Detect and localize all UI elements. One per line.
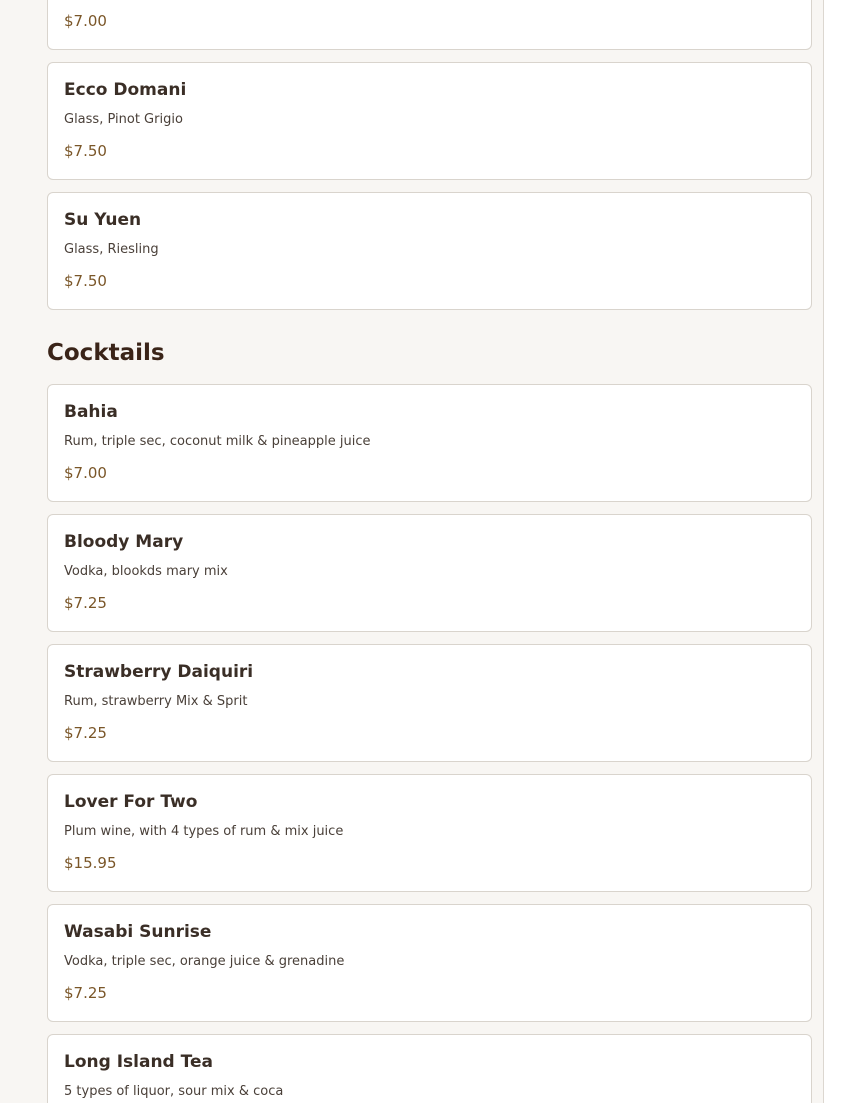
menu-item-price: $7.00 — [64, 464, 107, 482]
menu-item-price: $7.50 — [64, 142, 107, 160]
menu-item-name: Long Island Tea — [64, 1052, 213, 1072]
menu-item-card[interactable] — [47, 384, 812, 502]
menu-item-description: Glass, Pinot Grigio — [64, 112, 183, 127]
menu-item-description: Vodka, triple sec, orange juice & grenadine — [64, 954, 345, 969]
menu-item-description: Glass, Riesling — [64, 242, 159, 257]
menu-item-price: $7.50 — [64, 272, 107, 290]
menu-item-card[interactable] — [47, 1034, 812, 1103]
section-title-cocktails: Cocktails — [47, 340, 165, 366]
menu-item-name: Strawberry Daiquiri — [64, 662, 254, 682]
menu-content — [47, 0, 812, 1103]
menu-item-name: Su Yuen — [64, 210, 142, 230]
menu-item-name: Ecco Domani — [64, 80, 187, 100]
menu-item-description: Vodka, blookds mary mix — [64, 564, 228, 579]
menu-item-name: Bahia — [64, 402, 118, 422]
menu-item-card[interactable] — [47, 62, 812, 180]
menu-item-description: Rum, triple sec, coconut milk & pineapple juice — [64, 434, 371, 449]
menu-item-name: Bloody Mary — [64, 532, 184, 552]
menu-item-description: 5 types of liquor, sour mix & coca — [64, 1084, 284, 1099]
menu-item-price: $7.25 — [64, 594, 107, 612]
menu-item-card[interactable] — [47, 514, 812, 632]
menu-item-card[interactable] — [47, 644, 812, 762]
menu-item-price: $7.00 — [64, 12, 107, 30]
menu-item-description: Rum, strawberry Mix & Sprit — [64, 694, 248, 709]
menu-item-card[interactable] — [47, 0, 812, 50]
menu-item-description: Plum wine, with 4 types of rum & mix juice — [64, 824, 344, 839]
menu-item-price: $7.25 — [64, 724, 107, 742]
menu-item-name: Wasabi Sunrise — [64, 922, 212, 942]
menu-item-card[interactable] — [47, 774, 812, 892]
menu-item-price: $15.95 — [64, 854, 117, 872]
menu-item-card[interactable] — [47, 904, 812, 1022]
menu-item-name: Lover For Two — [64, 792, 198, 812]
menu-item-price: $7.25 — [64, 984, 107, 1002]
menu-item-card[interactable] — [47, 192, 812, 310]
